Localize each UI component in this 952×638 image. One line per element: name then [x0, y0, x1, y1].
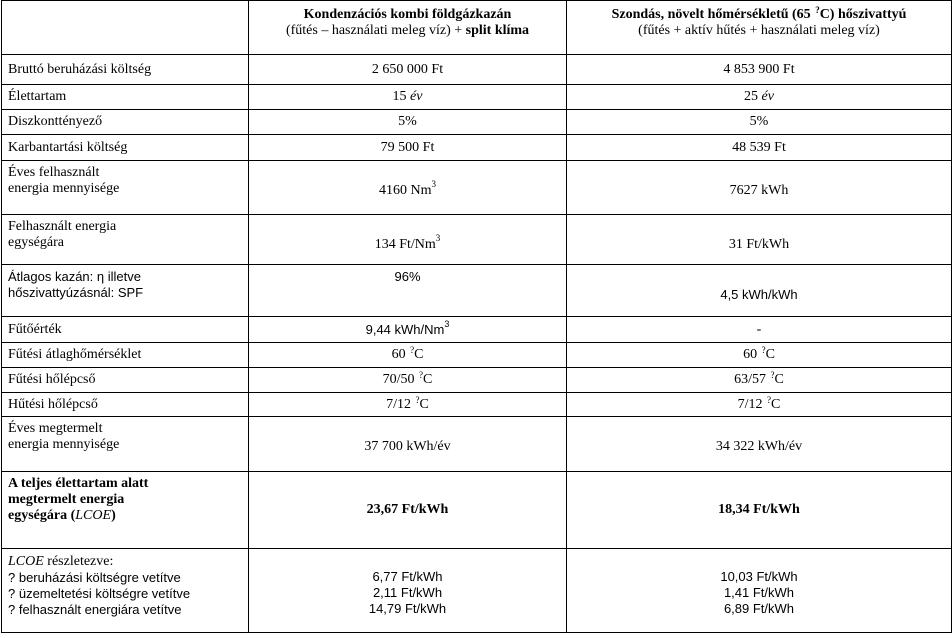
cell-value: 70/50 ?C [249, 368, 567, 393]
header-empty-cell [2, 1, 249, 55]
table-row [2, 368, 952, 393]
cell-value: 37 700 kWh/év [249, 417, 567, 472]
row-label: LCOE részletezve: ? beruházási költségre vetítve ? üzemeltetési költségre vetítve ? felhasznált energiára vetítve [2, 549, 249, 633]
table-row [2, 393, 952, 417]
cell-value: 25 év [567, 85, 952, 110]
cell-value: 31 Ft/kWh [567, 215, 952, 265]
cell-value: 4160 Nm$^3$ [249, 161, 567, 215]
table-row [2, 161, 952, 215]
header-col1-title: Kondenzációs kombi földgázkazán [303, 7, 512, 22]
row-label: Fűtési hőlépcső [2, 368, 249, 393]
row-label: Fűtési átlaghőmérséklet [2, 343, 249, 368]
table-row [2, 317, 952, 343]
table-row [2, 417, 952, 472]
header-col-gas-boiler [249, 1, 567, 55]
cell-value: 18,34 Ft/kWh [567, 472, 952, 549]
cell-value: 4 853 900 Ft [567, 55, 952, 85]
cell-value: 60 ?C [249, 343, 567, 368]
header-row [2, 1, 952, 55]
table-row [2, 55, 952, 85]
table-row-lcoe-detail [2, 549, 952, 633]
row-label: Éves felhasznált energia mennyisége [2, 161, 249, 215]
row-label: Átlagos kazán: η illetve hőszivattyúzásnál: SPF [2, 265, 249, 317]
table-row [2, 343, 952, 368]
table-row [2, 110, 952, 135]
row-label: Élettartam [2, 85, 249, 110]
list-item: ? üzemeltetési költségre vetítve [8, 586, 191, 601]
table-row [2, 215, 952, 265]
cell-value: 15 év [249, 85, 567, 110]
row-label: Éves megtermelt energia mennyisége [2, 417, 249, 472]
list-item: ? beruházási költségre vetítve [8, 570, 181, 585]
header-col1-subtitle: (fűtés – használati meleg víz) + split klíma [285, 23, 530, 38]
table-row-lcoe [2, 472, 952, 549]
header-col2-title: Szondás, növelt hőmérsékletű (65 ?C) hőszivattyú [611, 5, 907, 22]
table-row [2, 265, 952, 317]
cell-value: 6,77 Ft/kWh 2,11 Ft/kWh 14,79 Ft/kWh [249, 549, 567, 633]
row-label: Hűtési hőlépcső [2, 393, 249, 417]
cell-value: 63/57 ?C [567, 368, 952, 393]
cell-value: 5% [249, 110, 567, 135]
cell-value: 7627 kWh [567, 161, 952, 215]
cell-value: 10,03 Ft/kWh 1,41 Ft/kWh 6,89 Ft/kWh [567, 549, 952, 633]
table-row [2, 135, 952, 161]
cell-value: 96% [249, 265, 567, 317]
row-label: Bruttó beruházási költség [2, 55, 249, 85]
cell-value: 7/12 ?C [249, 393, 567, 417]
cell-value: 9,44 kWh/Nm$^3$ [249, 317, 567, 343]
cell-value: 7/12 ?C [567, 393, 952, 417]
cell-value: 60 ?C [567, 343, 952, 368]
row-label: Fűtőérték [2, 317, 249, 343]
list-item: ? felhasznált energiára vetítve [8, 602, 182, 617]
cell-value: 79 500 Ft [249, 135, 567, 161]
cell-value: 4,5 kWh/kWh [567, 265, 952, 317]
row-label: A teljes élettartam alatt megtermelt energia egységára (LCOE) [2, 472, 249, 549]
lcoe-comparison-table [1, 0, 952, 633]
row-label: Felhasznált energia egységára [2, 215, 249, 265]
cell-value: 5% [567, 110, 952, 135]
cell-value: 48 539 Ft [567, 135, 952, 161]
cell-value: 23,67 Ft/kWh [249, 472, 567, 549]
table-row [2, 85, 952, 110]
cell-value: 134 Ft/Nm$^3$ [249, 215, 567, 265]
cell-value: 2 650 000 Ft [249, 55, 567, 85]
header-col2-subtitle: (fűtés + aktív hűtés + használati meleg víz) [638, 23, 880, 38]
cell-value: - [567, 317, 952, 343]
cell-value: 34 322 kWh/év [567, 417, 952, 472]
row-label: Karbantartási költség [2, 135, 249, 161]
row-label: Diszkonttényező [2, 110, 249, 135]
header-col-heat-pump [567, 1, 952, 55]
